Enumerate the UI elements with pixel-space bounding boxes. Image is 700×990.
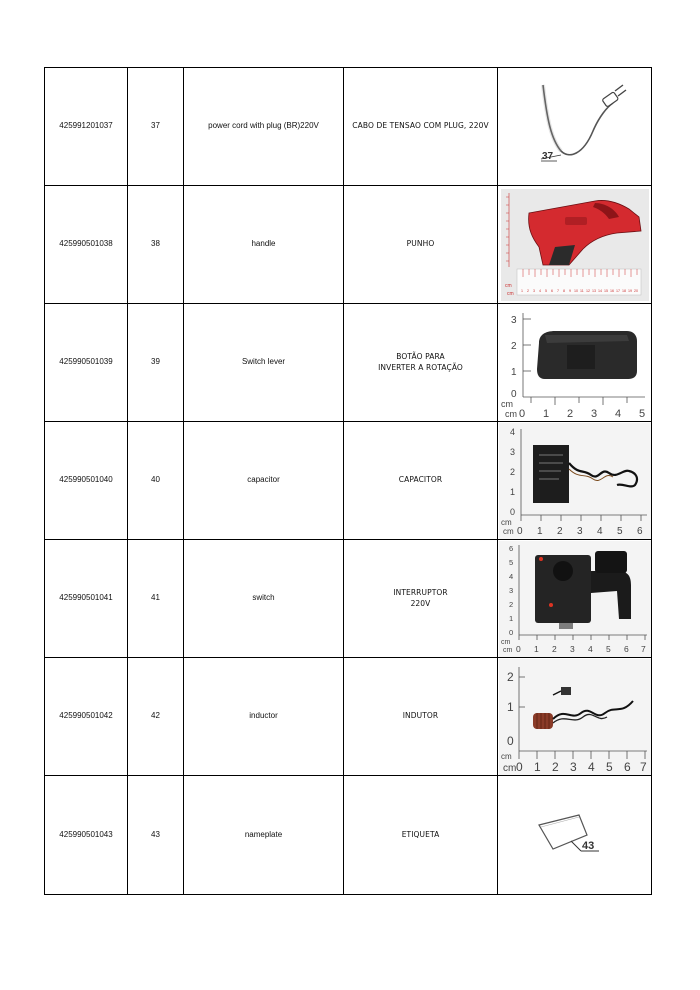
ruler-tick-label: 4 (508, 571, 513, 581)
table-row (45, 422, 652, 540)
ruler-tick-label: 1 (533, 759, 541, 774)
ruler-tick-label: 6 (508, 543, 513, 553)
ruler-unit-label: cm (504, 408, 517, 419)
ruler-tick-label: 4 (614, 407, 621, 420)
ruler-tick-label: 6 (623, 759, 631, 774)
ruler-unit-label: cm (500, 517, 512, 527)
ruler-tick-label: 19 (627, 288, 632, 293)
part-code: 425990501040 (45, 422, 128, 540)
ruler-tick-label: 18 (621, 288, 626, 293)
description-portuguese: CABO DE TENSAO COM PLUG, 220V (344, 68, 498, 186)
table-row (45, 776, 652, 895)
ruler-tick-label: 0 (516, 525, 523, 537)
parts-table (44, 67, 652, 895)
ruler-tick-label: 5 (605, 643, 611, 654)
ruler-tick-label: 7 (640, 643, 646, 654)
ruler-tick-label: 2 (566, 407, 573, 420)
description-portuguese: INTERRUPTOR 220V (344, 540, 498, 658)
description-portuguese: ETIQUETA (344, 776, 498, 895)
ruler-tick-label: 2 (509, 466, 515, 477)
power-cord-drawing (499, 69, 651, 185)
ruler-tick-label: 2 (510, 340, 517, 352)
ruler-tick-label: 5 (544, 288, 547, 293)
ruler-tick-label: 0 (510, 388, 517, 400)
part-code: 425990501043 (45, 776, 128, 895)
ruler-tick-label: 20 (633, 288, 638, 293)
description-portuguese: CAPACITOR (344, 422, 498, 540)
description-portuguese: PUNHO (344, 186, 498, 304)
ruler-tick-label: 16 (609, 288, 614, 293)
ruler-tick-label: 3 (569, 643, 575, 654)
description-portuguese: INDUTOR (344, 658, 498, 776)
ruler-tick-label: 5 (605, 759, 613, 774)
handle-photo (499, 187, 651, 303)
ruler-tick-label: 1 (509, 486, 515, 497)
ruler-tick-label: 2 (526, 288, 529, 293)
table-row (45, 540, 652, 658)
ruler-unit-label: cm (502, 762, 516, 774)
table-row (45, 658, 652, 776)
ruler-tick-label: 9 (568, 288, 571, 293)
ruler-tick-label: 2 (551, 643, 557, 654)
ruler-tick-label: 0 (515, 643, 521, 654)
position-number: 43 (128, 776, 184, 895)
position-number: 39 (128, 304, 184, 422)
ruler-tick-label: 4 (587, 759, 595, 774)
ruler-tick-label: 3 (532, 288, 535, 293)
part-image (498, 186, 652, 304)
ruler-tick-label: 0 (506, 733, 514, 748)
part-code: 425990501038 (45, 186, 128, 304)
ruler-tick-label: 1 (508, 613, 513, 623)
part-code: 425990501042 (45, 658, 128, 776)
ruler-tick-label: 3 (508, 585, 513, 595)
table-row (45, 304, 652, 422)
ruler-tick-label: 2 (551, 759, 559, 774)
ruler-tick-label: 2 (506, 669, 514, 684)
ruler-tick-label: 4 (509, 426, 515, 437)
ruler-tick-label: 1 (533, 643, 539, 654)
table-row (45, 186, 652, 304)
ruler-tick-label: 17 (615, 288, 620, 293)
position-number: 41 (128, 540, 184, 658)
ruler-tick-label: 5 (616, 525, 623, 537)
description-english: Switch lever (184, 304, 344, 422)
ruler-tick-label: 6 (623, 643, 629, 654)
ruler-tick-label: 11 (579, 288, 584, 293)
ruler-tick-label: 4 (596, 525, 603, 537)
description-english: switch (184, 540, 344, 658)
ruler-tick-label: 6 (636, 525, 643, 537)
ruler-unit-label: cm (500, 398, 513, 409)
part-image (498, 776, 652, 895)
ruler-tick-label: 12 (585, 288, 590, 293)
position-number: 40 (128, 422, 184, 540)
inductor-photo (499, 659, 651, 775)
ruler-tick-label: 3 (590, 407, 597, 420)
ruler-tick-label: 15 (603, 288, 608, 293)
nameplate-drawing (499, 777, 651, 893)
part-image (498, 68, 652, 186)
ruler-tick-label: 13 (591, 288, 596, 293)
part-code: 425990501041 (45, 540, 128, 658)
ruler-tick-label: 1 (542, 407, 549, 420)
ruler-tick-label: 8 (562, 288, 565, 293)
ruler-tick-label: 3 (509, 446, 515, 457)
ruler-tick-label: 5 (508, 557, 513, 567)
ruler-tick-label: 1 (536, 525, 543, 537)
ruler-tick-label: 1 (520, 288, 523, 293)
part-code: 425991201037 (45, 68, 128, 186)
part-code: 425990501039 (45, 304, 128, 422)
ruler-tick-label: 14 (597, 288, 602, 293)
ruler-unit-label: cm (502, 526, 514, 536)
ruler-tick-label: 3 (569, 759, 577, 774)
callout-label: 43 (581, 840, 594, 852)
part-image (498, 422, 652, 540)
switch-lever-photo (499, 305, 651, 421)
table-row (45, 68, 652, 186)
capacitor-photo (499, 423, 651, 539)
description-portuguese: BOTÃO PARA INVERTER A ROTAÇÃO (344, 304, 498, 422)
ruler-tick-label: 3 (510, 314, 517, 326)
ruler-tick-label: 1 (510, 366, 517, 378)
ruler-tick-label: 3 (576, 525, 583, 537)
ruler-unit-label: cm (504, 282, 512, 289)
ruler-unit-label: cm (502, 646, 512, 654)
position-number: 42 (128, 658, 184, 776)
ruler-tick-label: 7 (556, 288, 559, 293)
ruler-tick-label: 7 (639, 759, 647, 774)
ruler-tick-label: 2 (556, 525, 563, 537)
description-english: capacitor (184, 422, 344, 540)
ruler-tick-label: 6 (550, 288, 553, 293)
part-image (498, 304, 652, 422)
description-english: inductor (184, 658, 344, 776)
ruler-tick-label: 2 (508, 599, 513, 609)
ruler-tick-label: 5 (638, 407, 645, 420)
description-english: power cord with plug (BR)220V (184, 68, 344, 186)
description-english: nameplate (184, 776, 344, 895)
part-image (498, 540, 652, 658)
switch-photo (499, 541, 651, 657)
ruler-tick-label: 4 (538, 288, 541, 293)
ruler-unit-label: cm (506, 290, 514, 297)
ruler-tick-label: 0 (518, 407, 525, 420)
callout-label: 37 (541, 150, 553, 162)
part-image (498, 658, 652, 776)
position-number: 38 (128, 186, 184, 304)
description-english: handle (184, 186, 344, 304)
ruler-unit-label: cm (500, 638, 510, 646)
ruler-tick-label: 0 (508, 627, 513, 637)
ruler-tick-label: 4 (587, 643, 593, 654)
ruler-unit-label: cm (500, 751, 512, 761)
ruler-tick-label: 10 (573, 288, 578, 293)
position-number: 37 (128, 68, 184, 186)
ruler-tick-label: 0 (515, 759, 523, 774)
ruler-tick-label: 0 (509, 506, 515, 517)
ruler-tick-label: 1 (506, 699, 514, 714)
